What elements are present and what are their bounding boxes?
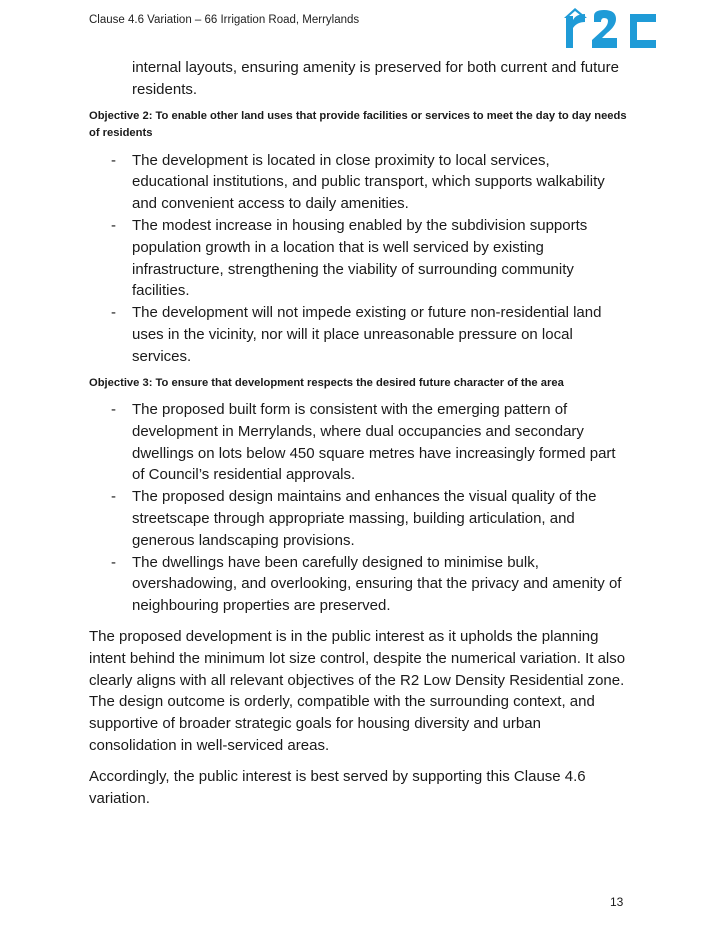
r2c-logo [560,2,660,50]
list-item: - The dwellings have been carefully designed to minimise bulk, overshadowing, and overlooking, ensuring that the privacy and amenity of neighbouring properties are preserved. [111,553,622,615]
conclusion-paragraph: Accordingly, the public interest is best served by supporting this Clause 4.6 variation. [89,767,586,807]
continued-text: internal layouts, ensuring amenity is preserved for both current and future residents. [132,59,619,98]
list-item: - The development is located in close proximity to local services, educational institutions, and public transport, which supports walkability and convenient access to daily amenities. [111,151,605,213]
objective-3-heading: Objective 3: To ensure that development respects the desired future character of the area [89,376,564,389]
list-item: - The development will not impede existing or future non-residential land uses in the vicinity, nor will it place unreasonable pressure on local services. [111,304,602,365]
public-interest-paragraph: The proposed development is in the public interest as it upholds the planning intent behind the minimum lot size control, despite the numerical variation. It also clearly aligns with all relevant objectives of the R2 Low Density Residential zone. The design outcome is orderly, compatible with the surrounding context, and supportive of broader strategic goals for housing diversity and urban consolidation in well-serviced areas. [89,628,626,755]
list-item: - The proposed built form is consistent with the emerging pattern of development in Merrylands, where dual occupancies and secondary dwellings on lots below 450 square metres have increasingly formed part of Council’s residential approvals. [111,401,616,484]
page-number: 13 [610,895,624,909]
objective-2-list [89,150,627,368]
list-item: - The proposed design maintains and enhances the visual quality of the streetscape through appropriate massing, building articulation, and generous landscaping provisions. [111,488,597,549]
objective-2-heading: Objective 2: To enable other land uses that provide facilities or services to meet the day to day needs of residents [89,109,627,140]
page-body [89,57,627,809]
list-item: - The modest increase in housing enabled by the subdivision supports population growth in a location that is well serviced by existing infrastructure, strengthening the viability of surrounding community facilities. [111,216,588,300]
objective-3-list [89,399,627,617]
page-header-title: Clause 4.6 Variation – 66 Irrigation Road, Merrylands [89,14,360,26]
